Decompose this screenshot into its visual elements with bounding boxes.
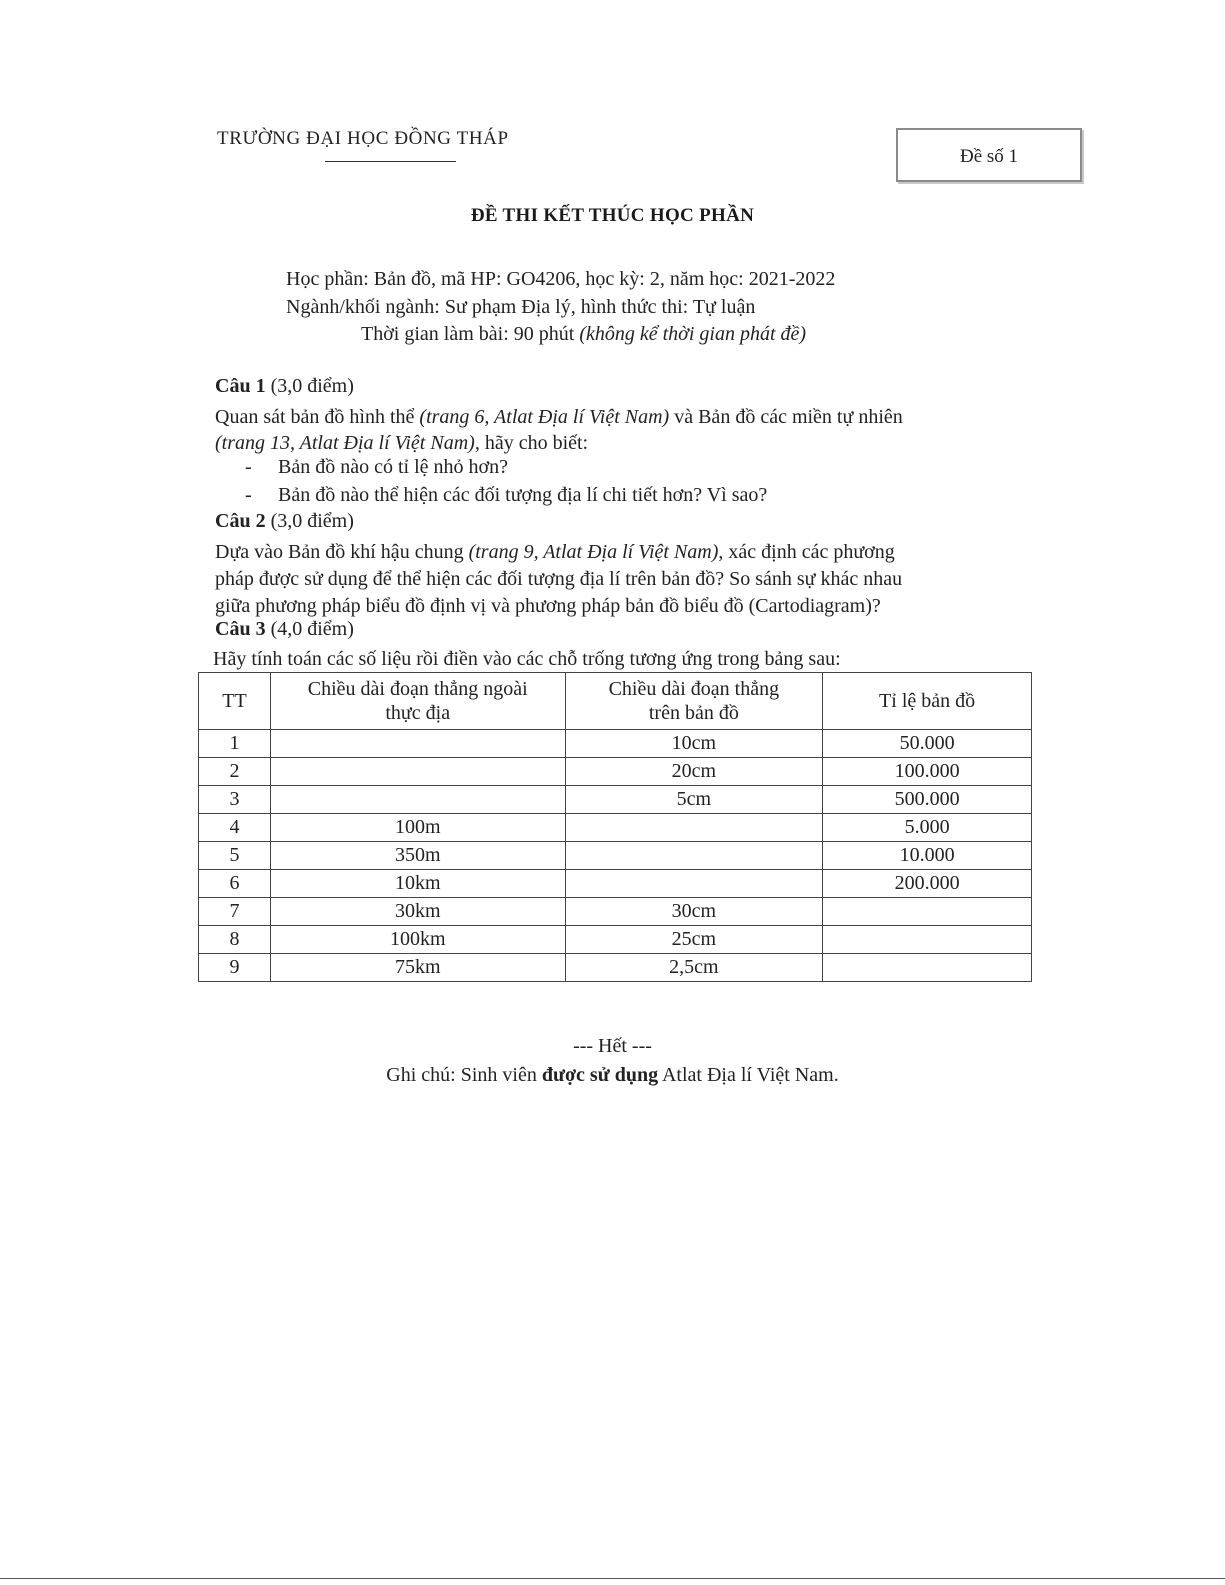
cell-scale: 5.000 xyxy=(823,814,1032,842)
question-1-item-2 xyxy=(245,484,767,507)
question-3-line-1: Hãy tính toán các số liệu rồi điền vào các chỗ trống tương ứng trong bảng sau: xyxy=(213,648,841,670)
q2-ref: (trang 9, Atlat Địa lí Việt Nam) xyxy=(468,541,719,563)
cell-field-length: 75km xyxy=(270,954,565,982)
cell-map-length: 30cm xyxy=(565,898,823,926)
question-2-heading xyxy=(215,510,354,533)
question-1-points: (3,0 điểm) xyxy=(265,375,354,397)
exam-number-box xyxy=(896,128,1082,182)
time-info-text: Thời gian làm bài: 90 phút xyxy=(361,323,580,345)
cell-field-length: 30km xyxy=(270,898,565,926)
school-underline xyxy=(325,161,456,162)
header-field-length xyxy=(270,673,565,730)
question-1-line-2 xyxy=(215,430,588,456)
q1-text-c: , hãy cho biết: xyxy=(474,432,589,454)
cell-scale: 500.000 xyxy=(823,786,1032,814)
cell-map-length: 10cm xyxy=(565,730,823,758)
cell-field-length xyxy=(270,786,565,814)
header-tt: TT xyxy=(199,673,271,730)
table-row xyxy=(199,814,1032,842)
footer-note xyxy=(0,1064,1225,1087)
question-3-points: (4,0 điểm) xyxy=(265,618,354,640)
end-marker: --- Hết --- xyxy=(573,1035,652,1057)
cell-map-length: 25cm xyxy=(565,926,823,954)
course-info: Học phần: Bản đồ, mã HP: GO4206, học kỳ: 2, năm học: 2021-2022 xyxy=(286,268,836,290)
cell-field-length xyxy=(270,758,565,786)
q1-item-1-text: Bản đồ nào có tỉ lệ nhỏ hơn? xyxy=(278,456,508,478)
cell-scale xyxy=(823,926,1032,954)
cell-field-length: 350m xyxy=(270,842,565,870)
bullet-dash: - xyxy=(245,456,252,478)
q1-text-a: Quan sát bản đồ hình thể xyxy=(215,406,420,428)
scale-table xyxy=(198,672,1032,982)
time-info xyxy=(361,323,806,346)
cell-map-length: 2,5cm xyxy=(565,954,823,982)
cell-scale xyxy=(823,954,1032,982)
cell-tt: 2 xyxy=(199,758,271,786)
cell-map-length: 20cm xyxy=(565,758,823,786)
header-scale: Tỉ lệ bản đồ xyxy=(823,673,1032,730)
table-row xyxy=(199,954,1032,982)
question-2-line-1 xyxy=(215,539,895,565)
question-2-label: Câu 2 xyxy=(215,510,266,532)
cell-tt: 4 xyxy=(199,814,271,842)
q1-ref-b: (trang 13, Atlat Địa lí Việt Nam) xyxy=(215,432,475,454)
cell-map-length xyxy=(565,814,823,842)
table-row xyxy=(199,898,1032,926)
table-row xyxy=(199,926,1032,954)
table-row xyxy=(199,786,1032,814)
cell-tt: 6 xyxy=(199,870,271,898)
cell-scale xyxy=(823,898,1032,926)
table-row xyxy=(199,730,1032,758)
cell-tt: 7 xyxy=(199,898,271,926)
table-row xyxy=(199,758,1032,786)
header-field-length-line-2: thực địa xyxy=(385,702,451,724)
cell-field-length: 10km xyxy=(270,870,565,898)
bullet-dash: - xyxy=(245,484,252,506)
header-map-length xyxy=(565,673,823,730)
time-info-note: (không kể thời gian phát đề) xyxy=(579,323,807,345)
table-row xyxy=(199,842,1032,870)
school-name: TRƯỜNG ĐẠI HỌC ĐỒNG THÁP xyxy=(217,128,509,149)
header-field-length-line-1: Chiều dài đoạn thẳng ngoài xyxy=(307,678,528,700)
cell-tt: 9 xyxy=(199,954,271,982)
q2-text-a: Dựa vào Bản đồ khí hậu chung xyxy=(215,541,469,563)
table-header-row xyxy=(199,673,1032,730)
cell-scale: 200.000 xyxy=(823,870,1032,898)
q1-text-b: và Bản đồ các miền tự nhiên xyxy=(669,406,903,428)
q1-ref-a: (trang 6, Atlat Địa lí Việt Nam) xyxy=(419,406,670,428)
table-row xyxy=(199,870,1032,898)
question-1-heading xyxy=(215,375,354,398)
question-1-line-1 xyxy=(215,404,903,430)
exam-title: ĐỀ THI KẾT THÚC HỌC PHẦN xyxy=(470,205,755,226)
cell-map-length xyxy=(565,870,823,898)
cell-map-length: 5cm xyxy=(565,786,823,814)
question-1-item-1 xyxy=(245,456,508,479)
cell-map-length xyxy=(565,842,823,870)
q1-item-2-text: Bản đồ nào thể hiện các đối tượng địa lí chi tiết hơn? Vì sao? xyxy=(278,484,768,506)
note-text-a: Ghi chú: Sinh viên xyxy=(386,1064,542,1086)
note-emphasis: được sử dụng xyxy=(541,1064,659,1086)
header-map-length-line-2: trên bản đồ xyxy=(648,702,739,724)
cell-field-length: 100m xyxy=(270,814,565,842)
note-text-b: Atlat Địa lí Việt Nam. xyxy=(658,1064,839,1086)
question-1-label: Câu 1 xyxy=(215,375,266,397)
question-3-label: Câu 3 xyxy=(215,618,266,640)
scan-edge-line xyxy=(0,1578,1225,1579)
cell-scale: 50.000 xyxy=(823,730,1032,758)
cell-field-length xyxy=(270,730,565,758)
question-3-heading xyxy=(215,618,354,641)
q2-text-b: , xác định các phương xyxy=(718,541,895,563)
cell-tt: 1 xyxy=(199,730,271,758)
major-info: Ngành/khối ngành: Sư phạm Địa lý, hình thức thi: Tự luận xyxy=(286,296,756,318)
question-2-points: (3,0 điểm) xyxy=(265,510,354,532)
header-map-length-line-1: Chiều dài đoạn thẳng xyxy=(608,678,780,700)
question-2-line-2: pháp được sử dụng để thể hiện các đối tượng địa lí trên bản đồ? So sánh sự khác nhau xyxy=(215,568,903,590)
cell-tt: 8 xyxy=(199,926,271,954)
cell-tt: 3 xyxy=(199,786,271,814)
cell-tt: 5 xyxy=(199,842,271,870)
exam-number: Đề số 1 xyxy=(959,146,1019,167)
cell-scale: 100.000 xyxy=(823,758,1032,786)
cell-scale: 10.000 xyxy=(823,842,1032,870)
question-2-line-3: giữa phương pháp biểu đồ định vị và phương pháp bản đồ biểu đồ (Cartodiagram)? xyxy=(215,595,881,617)
cell-field-length: 100km xyxy=(270,926,565,954)
